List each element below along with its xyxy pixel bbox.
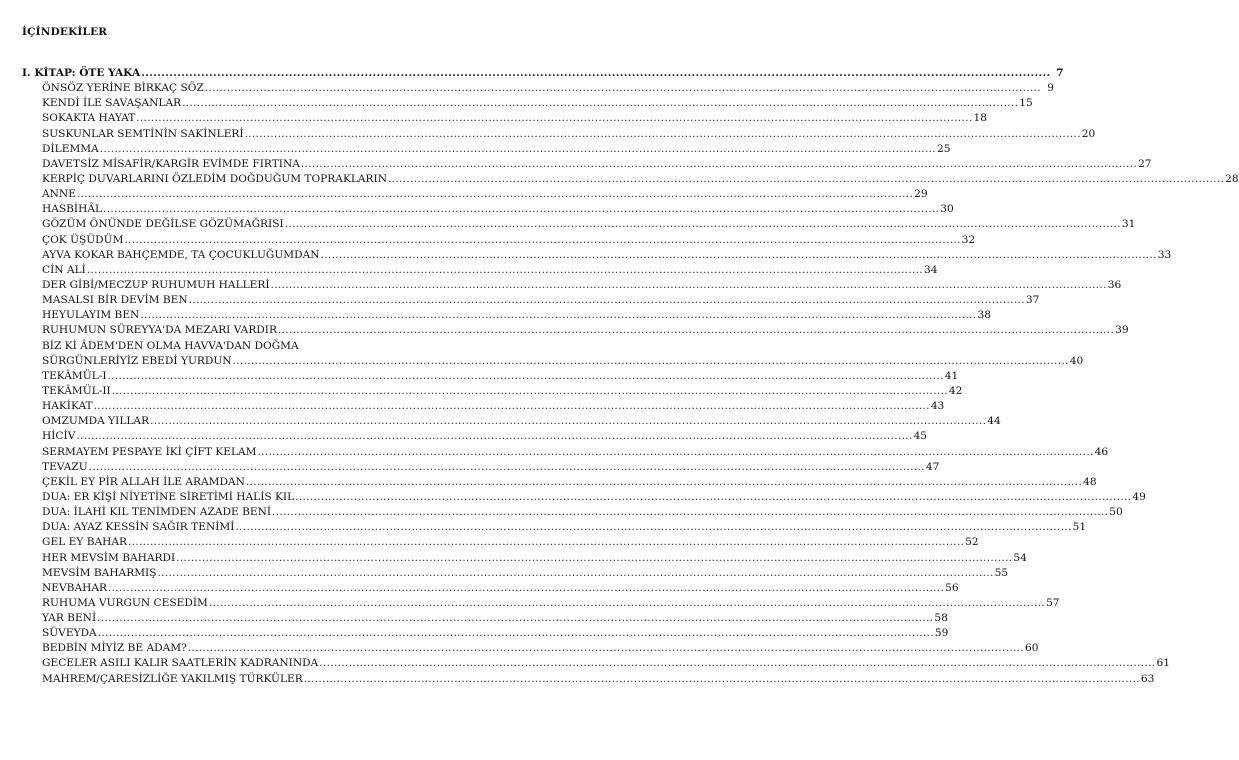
toc-entry — [22, 399, 945, 414]
toc-entry-page: 49 — [1132, 490, 1146, 503]
toc-entry — [22, 611, 948, 626]
toc-entry — [22, 369, 959, 384]
toc-entry — [22, 142, 951, 157]
toc-entry-page: 31 — [1121, 218, 1136, 231]
toc-entry-title: SÜRGÜNLERİYİZ EBEDİ YURDUN — [42, 354, 232, 367]
toc-entry — [22, 308, 992, 323]
toc-entry-title: CİN ALİ — [42, 263, 86, 276]
toc-entry-title: TEKÂMÜL-II — [42, 384, 111, 397]
dot-leader — [246, 475, 1082, 490]
toc-entry-title: KENDİ İLE SAVAŞANLAR — [42, 97, 182, 110]
toc-entry — [22, 293, 1040, 308]
dot-leader — [209, 596, 1045, 611]
toc-entry-page: 39 — [1115, 324, 1129, 337]
dot-leader — [301, 157, 1137, 172]
dot-leader — [136, 111, 972, 126]
dot-leader — [128, 535, 964, 550]
toc-entry-page: 33 — [1157, 248, 1172, 261]
toc-entry — [22, 535, 979, 550]
dot-leader — [77, 187, 913, 202]
toc-entry-title: DER GİBİ/MECZUP RUHUMUH HALLERİ — [42, 278, 270, 291]
toc-entry-page: 25 — [936, 142, 951, 155]
toc-entry — [22, 551, 1027, 566]
dot-leader — [304, 672, 1140, 687]
toc-entry-title: MASALSI BİR DEVİM BEN — [42, 294, 188, 307]
dot-leader — [89, 460, 925, 475]
toc-entry-page: 30 — [940, 203, 954, 216]
toc-entry-title: HİCİV — [42, 430, 76, 443]
toc-entry — [22, 566, 1009, 581]
toc-entry-page: 40 — [1069, 354, 1084, 367]
toc-entry-page: 41 — [944, 369, 959, 382]
dot-leader — [319, 656, 1155, 671]
dot-leader — [108, 369, 944, 384]
toc-entry-page: 63 — [1140, 672, 1155, 685]
toc-entry — [22, 323, 1129, 338]
toc-entry-title: DUA: AYAZ KESSİN SAĞIR TENİMİ — [42, 521, 235, 534]
toc-entry — [22, 656, 1170, 671]
toc-entry — [22, 475, 1097, 490]
toc-entry-page: 38 — [977, 309, 992, 322]
toc-entry-title: ANNE — [42, 188, 76, 201]
toc-entry-page: 29 — [914, 188, 928, 201]
toc-entry-page: 56 — [945, 581, 959, 594]
dot-leader — [188, 641, 1024, 656]
toc-entry-title: MAHREM/ÇARESİZLİĞE YAKILMIŞ TÜRKÜLER — [42, 672, 303, 685]
dot-leader — [150, 414, 986, 429]
toc-entry — [22, 354, 1084, 369]
toc-entry-title: TEKÂMÜL-I — [42, 369, 107, 382]
toc-entry-page: 55 — [994, 566, 1009, 579]
toc-entry — [22, 263, 938, 278]
toc-entry-title: GEL EY BAHAR — [42, 536, 127, 549]
dot-leader — [189, 293, 1025, 308]
toc-entry-title: ÇOK ÜŞÜDÜM — [42, 233, 124, 246]
dot-leader — [295, 490, 1131, 505]
toc-entry-page: 46 — [1094, 445, 1109, 458]
toc-part-page: 7 — [1056, 67, 1064, 79]
toc-entry-title: OMZUMDA YILLAR — [42, 415, 150, 428]
toc-entry-page: 54 — [1013, 551, 1027, 564]
toc-entry-title: RUHUMUN SÜREYYA'DA MEZARI VARDIR — [42, 324, 277, 337]
toc-entry — [22, 111, 987, 126]
dot-leader — [100, 142, 936, 157]
dot-leader — [94, 399, 930, 414]
table-of-contents — [22, 66, 1239, 687]
toc-entry-title: GECELER ASILI KALIR SAATLERİN KADRANINDA — [42, 657, 319, 670]
toc-entry-page: 15 — [1019, 97, 1033, 110]
toc-entry-page: 37 — [1025, 294, 1040, 307]
toc-entry — [22, 339, 444, 354]
toc-entry — [22, 384, 963, 399]
toc-entry — [22, 429, 928, 444]
toc-entry-page: 57 — [1046, 596, 1060, 609]
toc-entry — [22, 187, 928, 202]
toc-entry-page: 58 — [934, 612, 948, 625]
toc-entry — [22, 127, 1096, 142]
toc-entry-page: 59 — [934, 627, 949, 640]
toc-entry — [22, 96, 1033, 111]
toc-entry — [22, 445, 1109, 460]
toc-entry — [22, 490, 1146, 505]
toc-entry-page: 20 — [1081, 127, 1096, 140]
toc-entry-title: KERPİÇ DUVARLARINI ÖZLEDİM DOĞDUĞUM TOPRAKLARIN — [42, 172, 387, 185]
toc-entry-title: HASBİHÂL — [42, 203, 103, 216]
dot-leader — [140, 308, 976, 323]
toc-entry-title: SÜVEYDA — [42, 627, 97, 640]
toc-part-heading — [22, 66, 1064, 81]
dot-leader — [205, 81, 1041, 96]
toc-entry-page: 18 — [973, 112, 987, 125]
dot-leader — [278, 323, 1114, 338]
toc-entry-title: DUA: İLAHİ KIL TENİMDEN AZADE BENİ — [42, 506, 272, 519]
toc-entry-title: HAKİKAT — [42, 400, 93, 413]
toc-entry — [22, 460, 940, 475]
toc-entry-page: 45 — [913, 430, 928, 443]
toc-entry-page: 32 — [961, 233, 976, 246]
toc-entry-title: HER MEVSİM BAHARDI — [42, 551, 176, 564]
toc-entry-page: 28 — [1225, 172, 1239, 185]
toc-entry-page: 47 — [925, 460, 940, 473]
dot-leader — [124, 233, 960, 248]
toc-entry-title: SERMAYEM PESPAYE İKİ ÇİFT KELAM — [42, 445, 257, 458]
toc-entry — [22, 626, 949, 641]
toc-entry-page: 44 — [987, 415, 1001, 428]
dot-leader — [98, 626, 934, 641]
toc-entry — [22, 202, 954, 217]
dot-leader — [271, 278, 1107, 293]
toc-entry-page: 61 — [1156, 657, 1170, 670]
toc-entry — [22, 157, 1152, 172]
dot-leader — [108, 581, 944, 596]
dot-leader — [87, 263, 923, 278]
toc-entry-title: BEDBİN MİYİZ BE ADAM? — [42, 642, 187, 655]
dot-leader — [233, 354, 1069, 369]
toc-entry-title: SOKAKTA HAYAT — [42, 112, 136, 125]
toc-entry-title: NEVBAHAR — [42, 581, 107, 594]
toc-entry-title: DİLEMMA — [42, 142, 99, 155]
toc-entry — [22, 81, 1054, 96]
dot-leader — [245, 127, 1081, 142]
toc-entry-page: 34 — [924, 263, 938, 276]
page-title: İÇİNDEKİLER — [22, 26, 108, 38]
toc-entry-page: 9 — [1047, 82, 1054, 95]
toc-part-title: I. KİTAP: ÖTE YAKA — [22, 67, 141, 79]
toc-entry — [22, 217, 1136, 232]
toc-entry-page: 43 — [930, 400, 945, 413]
dot-leader — [176, 551, 1012, 566]
toc-entry-title: GÖZÜM ÖNÜNDE DEĞİLSE GÖZÜMAĞRISI — [42, 218, 284, 231]
toc-entry-title: RUHUMA VURGUN CESEDİM — [42, 596, 208, 609]
toc-entry-title: SUSKUNLAR SEMTİNİN SAKİNLERİ — [42, 127, 244, 140]
toc-entries — [22, 81, 1239, 687]
toc-entry — [22, 520, 1087, 535]
toc-entry — [22, 596, 1060, 611]
toc-entry — [22, 248, 1172, 263]
dot-leader — [97, 611, 933, 626]
toc-entry-title: ÇEKİL EY PİR ALLAH İLE ARAMDAN — [42, 475, 245, 488]
toc-entry — [22, 414, 1001, 429]
toc-entry-title: BİZ Kİ ÂDEM'DEN OLMA HAVVA'DAN DOĞMA — [42, 339, 299, 352]
toc-entry-page: 42 — [948, 384, 963, 397]
toc-entry-page: 36 — [1107, 278, 1122, 291]
dot-leader — [235, 520, 1071, 535]
dot-leader — [388, 172, 1224, 187]
toc-entry — [22, 505, 1123, 520]
toc-entry-page: 52 — [965, 536, 979, 549]
toc-entry-page: 27 — [1138, 157, 1152, 170]
toc-entry-title: ÖNSÖZ YERİNE BİRKAÇ SÖZ — [42, 82, 204, 95]
dot-leader — [141, 66, 1050, 81]
dot-leader — [321, 248, 1157, 263]
toc-entry — [22, 233, 976, 248]
dot-leader — [272, 505, 1108, 520]
toc-entry-page: 60 — [1024, 642, 1039, 655]
dot-leader — [112, 384, 948, 399]
toc-entry — [22, 278, 1122, 293]
toc-entry — [22, 581, 959, 596]
toc-entry-page: 50 — [1109, 506, 1123, 519]
toc-entry-page: 48 — [1083, 475, 1097, 488]
dot-leader — [76, 429, 912, 444]
toc-entry-title: AYVA KOKAR BAHÇEMDE, TA ÇOCUKLUĞUMDAN — [42, 248, 320, 261]
dot-leader — [103, 202, 939, 217]
dot-leader — [182, 96, 1018, 111]
toc-entry — [22, 672, 1155, 687]
toc-entry — [22, 172, 1239, 187]
toc-entry-title: HEYULAYIM BEN — [42, 309, 140, 322]
dot-leader — [257, 445, 1093, 460]
toc-entry-title: MEVSİM BAHARMIŞ — [42, 566, 157, 579]
toc-entry-title: YAR BENİ — [42, 612, 97, 625]
toc-entry-title: DUA: ER KİŞİ NİYETİNE SİRETİMİ HALİS KIL — [42, 490, 295, 503]
toc-entry-title: DAVETSİZ MİSAFİR/KARGİR EVİMDE FIRTINA — [42, 157, 300, 170]
toc-entry-title: TEVAZU — [42, 460, 88, 473]
toc-entry-page: 51 — [1072, 521, 1087, 534]
dot-leader — [285, 217, 1121, 232]
toc-entry — [22, 641, 1039, 656]
dot-leader — [157, 566, 993, 581]
